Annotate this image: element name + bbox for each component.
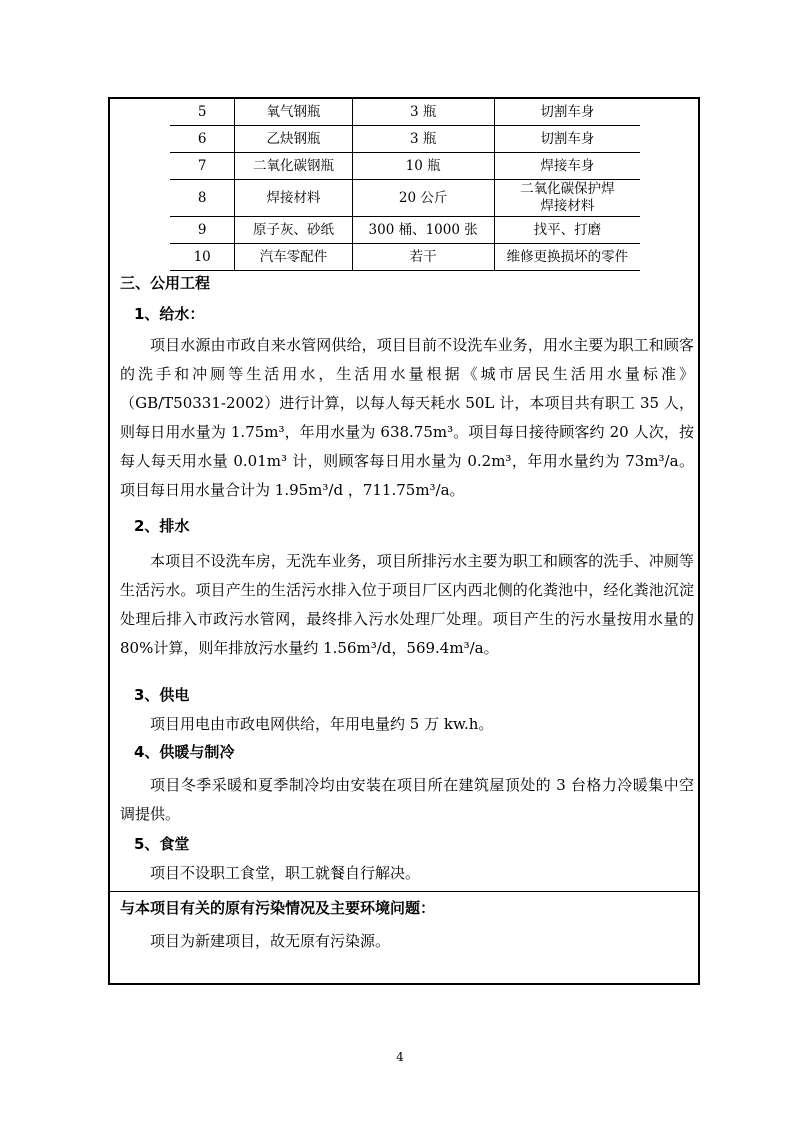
heading-drainage: 2、排水 <box>134 517 190 535</box>
table-cell-no: 10 <box>170 244 235 271</box>
table-cell-use: 二氧化碳保护焊 焊接材料 <box>494 180 640 217</box>
table-cell-use: 切割车身 <box>494 99 640 126</box>
section-divider <box>110 891 698 892</box>
paragraph-water-supply: 项目水源由市政自来水管网供给，项目目前不设洗车业务，用水主要为职工和顾客的洗手和冲厕等生活用水，生活用水量根据《城市居民生活用水量标准》（GB/T50331-2002）进行计算，以每人每天耗水 50L 计，本项目共有职工 35 人，则每日用水量为 1.75m³，年用水量为 638.75m³。项目每日接待顾客约 20 人次，按每人每天用水量 0.01m³ 计，则顾客每日用水量为 0.2m³，年用水量约为 73m³/a。项目每日用水量合计为 1.95m³/d ，711.75m³/a。 <box>120 336 694 499</box>
table-row <box>170 126 640 153</box>
table-cell-no: 9 <box>170 217 235 244</box>
pollution-title: 与本项目有关的原有污染情况及主要环境问题： <box>120 899 436 917</box>
table-cell-name: 焊接材料 <box>235 180 352 217</box>
table-cell-no: 7 <box>170 153 235 180</box>
table-cell-use: 焊接车身 <box>494 153 640 180</box>
heading-canteen: 5、食堂 <box>134 835 190 853</box>
table-cell-name: 乙炔钢瓶 <box>235 126 352 153</box>
table-cell-qty: 20 公斤 <box>352 180 494 217</box>
table-cell-qty: 3 瓶 <box>352 126 494 153</box>
table-cell-no: 5 <box>170 99 235 126</box>
materials-table <box>170 99 640 271</box>
table-cell-qty: 300 桶、1000 张 <box>352 217 494 244</box>
heading-water-supply: 1、给水： <box>134 305 205 323</box>
table-cell-qty: 10 瓶 <box>352 153 494 180</box>
table-cell-no: 6 <box>170 126 235 153</box>
table-row <box>170 217 640 244</box>
table-cell-name: 汽车零配件 <box>235 244 352 271</box>
table-cell-name: 二氧化碳钢瓶 <box>235 153 352 180</box>
paragraph-hvac: 项目冬季采暖和夏季制冷均由安装在项目所在建筑屋顶处的 3 台格力冷暖集中空调提供。 <box>120 776 694 823</box>
table-cell-no: 8 <box>170 180 235 217</box>
document-frame <box>108 97 700 985</box>
paragraph-drainage: 本项目不设洗车房，无洗车业务，项目所排污水主要为职工和顾客的洗手、冲厕等生活污水。项目产生的生活污水排入位于项目厂区内西北侧的化粪池中，经化粪池沉淀处理后排入市政污水管网，最终排入污水处理厂处理。项目产生的污水量按用水量的 80%计算，则年排放污水量约 1.56m³/d，569.4m³/a。 <box>120 552 694 657</box>
section-title-utilities: 三、公用工程 <box>120 274 211 292</box>
heading-hvac: 4、供暖与制冷 <box>134 743 235 761</box>
table-cell-qty: 3 瓶 <box>352 99 494 126</box>
paragraph-canteen: 项目不设职工食堂，职工就餐自行解决。 <box>150 864 421 882</box>
page-number: 4 <box>396 1050 404 1064</box>
paragraph-pollution: 项目为新建项目，故无原有污染源。 <box>150 932 391 950</box>
table-row <box>170 180 640 217</box>
table-cell-use: 维修更换损坏的零件 <box>494 244 640 271</box>
table-cell-name: 原子灰、砂纸 <box>235 217 352 244</box>
table-row <box>170 99 640 126</box>
table-cell-name: 氧气钢瓶 <box>235 99 352 126</box>
table-row <box>170 244 640 271</box>
table-row <box>170 153 640 180</box>
table-cell-use: 找平、打磨 <box>494 217 640 244</box>
table-cell-qty: 若干 <box>352 244 494 271</box>
paragraph-power: 项目用电由市政电网供给，年用电量约 5 万 kw.h。 <box>150 715 494 733</box>
heading-power: 3、供电 <box>134 686 190 704</box>
table-cell-use: 切割车身 <box>494 126 640 153</box>
